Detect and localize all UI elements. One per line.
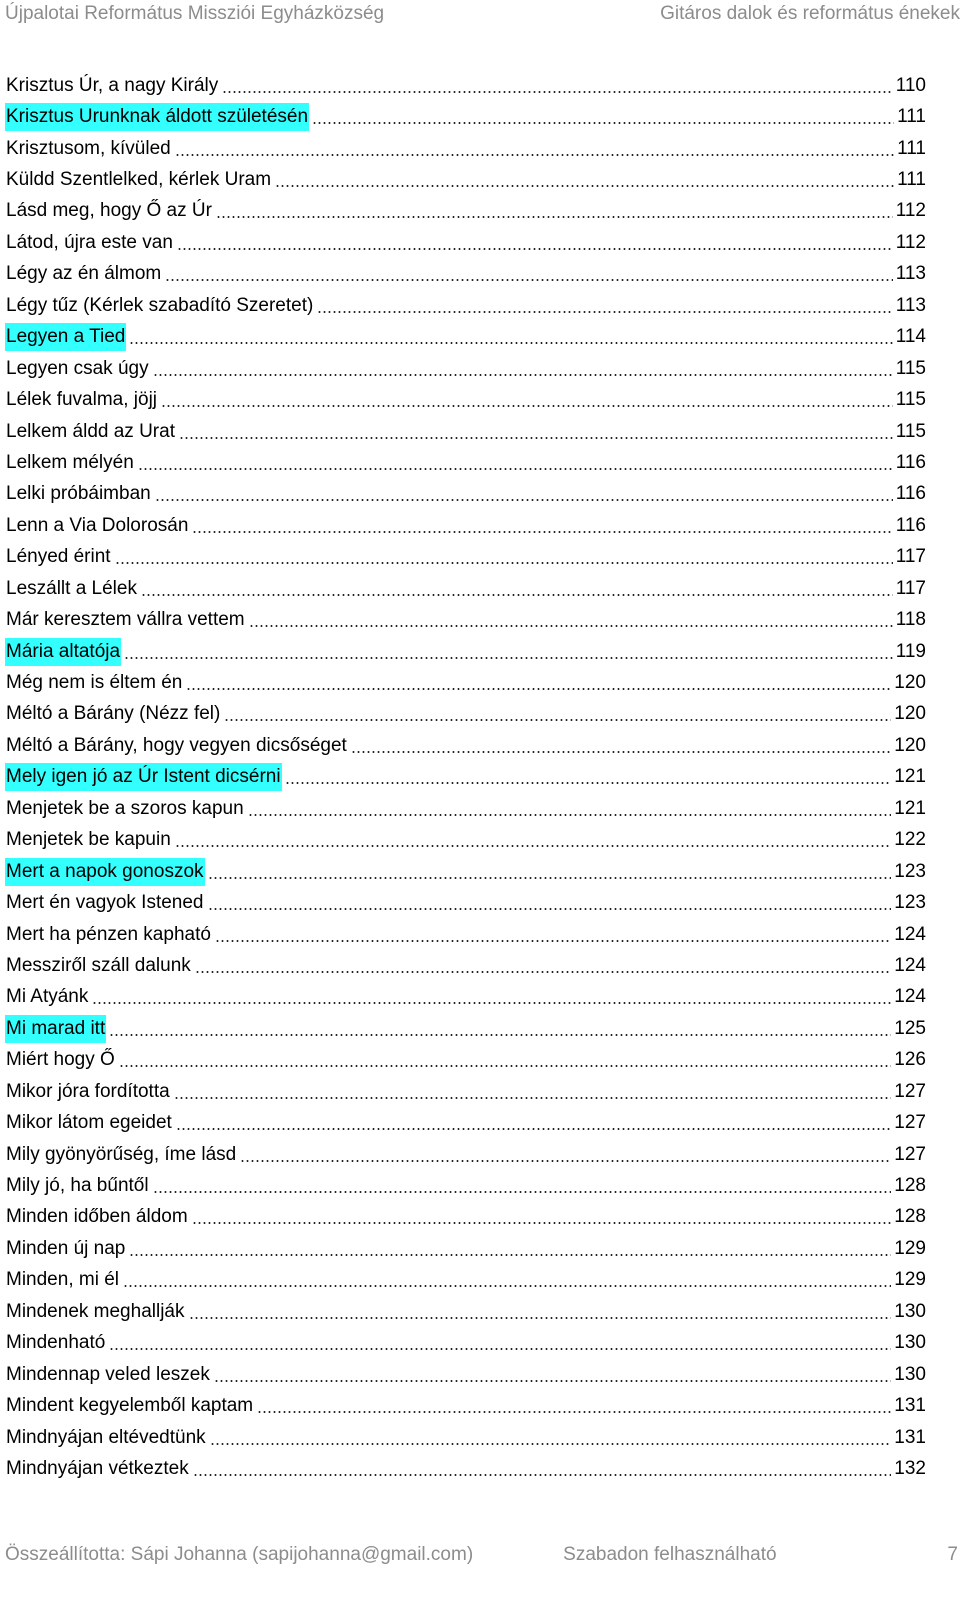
toc-entry-title: Legyen a Tied (5, 323, 126, 351)
toc-entry-page: 132 (894, 1457, 926, 1479)
toc-dot-leader (153, 374, 893, 376)
toc-entry-title: Mikor látom egeidet (6, 1112, 172, 1134)
table-of-contents (5, 70, 926, 1485)
toc-entry[interactable] (5, 887, 926, 918)
toc-entry-title: Méltó a Bárány, hogy vegyen dicsőséget (6, 734, 347, 756)
toc-entry-page: 127 (894, 1112, 926, 1134)
toc-entry-page: 128 (894, 1175, 926, 1197)
toc-entry[interactable] (5, 1139, 926, 1170)
toc-dot-leader (175, 845, 892, 847)
toc-dot-leader (119, 1065, 892, 1067)
toc-entry-title: Légy az én álmom (6, 263, 162, 285)
toc-entry-page: 116 (895, 451, 926, 473)
toc-entry-title: Légy tűz (Kérlek szabadító Szeretet) (6, 294, 314, 316)
toc-entry-title: Mi marad itt (5, 1015, 106, 1043)
toc-entry[interactable] (5, 636, 926, 667)
toc-entry-page: 113 (895, 294, 926, 316)
toc-entry[interactable] (5, 1107, 926, 1138)
toc-entry[interactable] (5, 1233, 926, 1264)
toc-dot-leader (115, 562, 893, 564)
toc-entry-title: Már keresztem vállra vettem (6, 609, 245, 631)
toc-entry[interactable] (5, 479, 926, 510)
toc-dot-leader (179, 437, 893, 439)
toc-dot-leader (161, 405, 893, 407)
toc-entry-title: Legyen csak úgy (6, 357, 149, 379)
toc-dot-leader (129, 342, 892, 344)
toc-entry[interactable] (5, 573, 926, 604)
toc-entry-page: 129 (894, 1269, 926, 1291)
toc-dot-leader (208, 877, 892, 879)
toc-entry-page: 120 (894, 703, 926, 725)
toc-entry[interactable] (5, 1045, 926, 1076)
toc-entry[interactable] (5, 856, 926, 887)
toc-entry[interactable] (5, 70, 926, 101)
toc-entry-title: Krisztus Urunknak áldott születésén (5, 103, 309, 131)
toc-entry[interactable] (5, 1422, 926, 1453)
toc-entry[interactable] (5, 164, 926, 195)
toc-dot-leader (210, 1443, 892, 1445)
toc-entry-title: Méltó a Bárány (Nézz fel) (6, 703, 221, 725)
toc-entry-title: Mert a napok gonoszok (5, 858, 205, 886)
toc-entry-title: Mária altatója (5, 638, 121, 666)
toc-dot-leader (109, 1034, 891, 1036)
toc-entry-page: 124 (894, 954, 926, 976)
toc-entry[interactable] (5, 825, 926, 856)
toc-entry-title: Leszállt a Lélek (6, 577, 137, 599)
toc-entry[interactable] (5, 1170, 926, 1201)
toc-entry-page: 113 (895, 263, 926, 285)
toc-dot-leader (208, 908, 892, 910)
toc-entry-title: Lényed érint (6, 546, 111, 568)
header-book-title: Gitáros dalok és református énekek (660, 3, 960, 24)
toc-entry-page: 116 (895, 514, 926, 536)
toc-entry[interactable] (5, 1359, 926, 1390)
toc-entry-title: Mi Atyánk (6, 986, 89, 1008)
toc-entry-title: Lelki próbáimban (6, 483, 151, 505)
toc-entry-page: 128 (894, 1206, 926, 1228)
toc-entry-title: Mindnyájan vétkeztek (6, 1457, 189, 1479)
toc-entry-page: 131 (894, 1395, 926, 1417)
toc-entry-title: Lenn a Via Dolorosán (6, 514, 189, 536)
toc-entry-title: Miért hogy Ő (6, 1049, 115, 1071)
toc-dot-leader (138, 468, 893, 470)
toc-dot-leader (224, 719, 891, 721)
toc-entry-title: Mily gyönyörűség, íme lásd (6, 1143, 237, 1165)
toc-dot-leader (92, 1002, 891, 1004)
toc-entry-page: 115 (895, 389, 926, 411)
toc-entry-title: Menjetek be a szoros kapun (6, 797, 244, 819)
toc-entry-page: 122 (894, 829, 926, 851)
toc-entry-title: Mindennap veled leszek (6, 1363, 210, 1385)
toc-dot-leader (124, 657, 893, 659)
toc-entry[interactable] (5, 1076, 926, 1107)
toc-dot-leader (257, 1411, 891, 1413)
toc-dot-leader (193, 1474, 892, 1476)
toc-entry[interactable] (5, 1265, 926, 1296)
toc-dot-leader (155, 499, 893, 501)
toc-entry-page: 110 (895, 74, 926, 96)
toc-entry-page: 115 (895, 420, 926, 442)
toc-dot-leader (192, 1222, 892, 1224)
toc-entry-page: 124 (894, 986, 926, 1008)
page-footer (5, 1540, 960, 1570)
toc-entry[interactable] (5, 919, 926, 950)
toc-entry-title: Menjetek be kapuin (6, 829, 171, 851)
toc-entry[interactable] (5, 227, 926, 258)
toc-dot-leader (240, 1160, 891, 1162)
toc-entry-title: Még nem is éltem én (6, 672, 183, 694)
toc-dot-leader (174, 1097, 892, 1099)
toc-dot-leader (216, 216, 893, 218)
toc-dot-leader (275, 185, 894, 187)
page-header (5, 0, 960, 28)
toc-entry-title: Mindnyájan eltévedtünk (6, 1426, 206, 1448)
toc-entry-title: Minden, mi él (6, 1269, 119, 1291)
toc-entry-page: 111 (897, 169, 926, 191)
toc-entry[interactable] (5, 604, 926, 635)
toc-entry-title: Minden új nap (6, 1237, 126, 1259)
toc-entry[interactable] (5, 730, 926, 761)
toc-entry-title: Mikor jóra fordította (6, 1080, 170, 1102)
toc-entry-title: Messziről száll dalunk (6, 954, 191, 976)
toc-entry-page: 115 (895, 357, 926, 379)
toc-dot-leader (248, 814, 892, 816)
toc-entry[interactable] (5, 1296, 926, 1327)
toc-dot-leader (175, 154, 894, 156)
toc-dot-leader (186, 688, 891, 690)
toc-entry-title: Krisztusom, kívüled (6, 137, 171, 159)
toc-entry-page: 127 (894, 1143, 926, 1165)
toc-entry-page: 130 (894, 1332, 926, 1354)
toc-entry[interactable] (5, 133, 926, 164)
toc-entry-page: 117 (895, 546, 926, 568)
toc-dot-leader (215, 940, 891, 942)
toc-entry[interactable] (5, 384, 926, 415)
toc-entry-title: Mert én vagyok Istened (6, 892, 204, 914)
toc-entry[interactable] (5, 950, 926, 981)
toc-entry[interactable] (5, 542, 926, 573)
toc-entry-page: 114 (895, 326, 926, 348)
toc-entry-page: 112 (895, 200, 926, 222)
toc-dot-leader (129, 1254, 891, 1256)
toc-dot-leader (222, 91, 892, 93)
toc-entry-title: Mily jó, ha bűntől (6, 1175, 149, 1197)
toc-entry-page: 111 (897, 137, 926, 159)
toc-entry[interactable] (5, 1328, 926, 1359)
toc-dot-leader (176, 1128, 892, 1130)
toc-entry-page: 111 (897, 106, 926, 128)
toc-entry-title: Lelkem mélyén (6, 451, 134, 473)
toc-entry-title: Küldd Szentlelked, kérlek Uram (6, 169, 272, 191)
toc-dot-leader (312, 122, 894, 124)
toc-entry-page: 121 (894, 766, 926, 788)
toc-dot-leader (192, 531, 892, 533)
header-parish-name: Újpalotai Református Missziói Egyházközség (5, 3, 385, 24)
toc-entry-page: 121 (894, 797, 926, 819)
toc-entry[interactable] (5, 982, 926, 1013)
footer-page-number: 7 (947, 1544, 958, 1565)
toc-entry-page: 130 (894, 1300, 926, 1322)
toc-entry-title: Mert ha pénzen kapható (6, 923, 211, 945)
toc-entry-page: 123 (894, 892, 926, 914)
toc-entry[interactable] (5, 793, 926, 824)
toc-dot-leader (109, 1348, 891, 1350)
toc-dot-leader (214, 1380, 891, 1382)
toc-dot-leader (165, 279, 892, 281)
footer-license: Szabadon felhasználható (563, 1544, 777, 1565)
toc-entry-title: Krisztus Úr, a nagy Király (6, 74, 219, 96)
toc-entry[interactable] (5, 447, 926, 478)
toc-entry-page: 123 (894, 860, 926, 882)
toc-entry-title: Mindent kegyelemből kaptam (6, 1395, 254, 1417)
toc-entry[interactable] (5, 196, 926, 227)
toc-entry-page: 125 (894, 1017, 926, 1039)
toc-dot-leader (153, 1191, 892, 1193)
toc-dot-leader (249, 625, 893, 627)
toc-entry[interactable] (5, 290, 926, 321)
toc-entry[interactable] (5, 322, 926, 353)
toc-entry[interactable] (5, 762, 926, 793)
toc-entry-page: 120 (894, 734, 926, 756)
toc-entry[interactable] (5, 259, 926, 290)
toc-dot-leader (317, 311, 892, 313)
toc-dot-leader (285, 782, 892, 784)
toc-entry-page: 120 (894, 672, 926, 694)
toc-entry-page: 124 (894, 923, 926, 945)
toc-entry-page: 126 (894, 1049, 926, 1071)
toc-entry[interactable] (5, 353, 926, 384)
toc-entry[interactable] (5, 667, 926, 698)
toc-entry-title: Mindenható (6, 1332, 106, 1354)
toc-entry-title: Lelkem áldd az Urat (6, 420, 175, 442)
toc-dot-leader (177, 248, 893, 250)
toc-entry-title: Látod, újra este van (6, 231, 173, 253)
toc-dot-leader (351, 751, 892, 753)
toc-dot-leader (195, 971, 892, 973)
toc-entry-page: 117 (895, 577, 926, 599)
toc-entry[interactable] (5, 1453, 926, 1484)
toc-entry-page: 112 (895, 231, 926, 253)
toc-entry[interactable] (5, 699, 926, 730)
toc-entry-title: Mely igen jó az Úr Istent dicsérni (5, 763, 282, 791)
toc-entry-page: 127 (894, 1080, 926, 1102)
toc-entry-page: 116 (895, 483, 926, 505)
toc-dot-leader (141, 594, 893, 596)
toc-entry-page: 118 (895, 609, 926, 631)
toc-dot-leader (123, 1285, 891, 1287)
toc-entry-page: 119 (895, 640, 926, 662)
toc-entry-title: Minden időben áldom (6, 1206, 188, 1228)
footer-compiler: Összeállította: Sápi Johanna (sapijohanna@gmail.com) (5, 1544, 474, 1565)
toc-entry[interactable] (5, 101, 926, 132)
toc-entry-page: 131 (894, 1426, 926, 1448)
toc-entry-page: 129 (894, 1237, 926, 1259)
toc-entry[interactable] (5, 1013, 926, 1044)
toc-entry[interactable] (5, 510, 926, 541)
toc-entry[interactable] (5, 416, 926, 447)
toc-entry-title: Lélek fuvalma, jöjj (6, 389, 158, 411)
toc-entry[interactable] (5, 1390, 926, 1421)
toc-entry-title: Lásd meg, hogy Ő az Úr (6, 200, 212, 222)
toc-dot-leader (189, 1317, 892, 1319)
toc-entry-page: 130 (894, 1363, 926, 1385)
toc-entry[interactable] (5, 1202, 926, 1233)
toc-entry-title: Mindenek meghallják (6, 1300, 185, 1322)
